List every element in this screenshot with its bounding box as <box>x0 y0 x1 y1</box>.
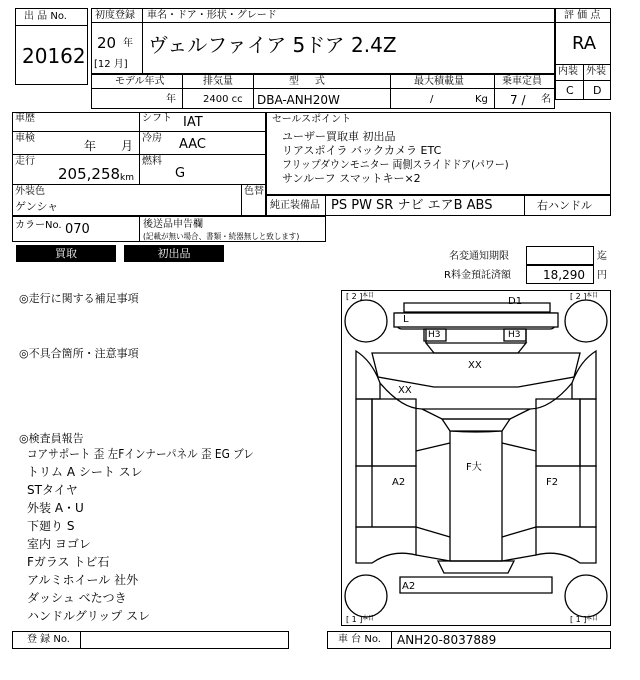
left-sliding-door <box>356 466 416 527</box>
handle-position: 右ハンドル <box>537 199 592 212</box>
inspector-line: STタイヤ <box>27 483 78 497</box>
inspector-line: 室内 ヨゴレ <box>27 537 91 551</box>
chassis-number-value: ANH20-8037889 <box>397 633 497 647</box>
damage-mark-l: L <box>403 314 409 325</box>
max-load-slash: / <box>430 94 434 105</box>
name-change-field <box>526 246 594 265</box>
shift-label: シフト <box>142 113 172 124</box>
equipment-label: 純正装備品 <box>270 200 320 211</box>
inspector-line: 外装 A・U <box>27 501 84 515</box>
name-change-unit: 迄 <box>597 251 607 262</box>
damage-mark-a2-bottom: A2 <box>402 581 416 592</box>
inspection-year: 年 <box>84 139 97 153</box>
damage-mark-f2-right: F2 <box>546 477 559 488</box>
damage-mark-xx-left: XX <box>398 385 412 396</box>
recycle-value: 18,290 <box>543 268 585 282</box>
color-change-label: 色替 <box>244 186 264 197</box>
interior-label: 内装 <box>558 66 578 77</box>
corner-label-bottom-left: [ 1 ] <box>346 615 363 624</box>
overall-score: RA <box>572 33 597 54</box>
left-rear-quarter <box>356 527 416 563</box>
car-damage-diagram <box>341 290 611 626</box>
damage-mark-h3-left: H3 <box>428 330 441 340</box>
roof-outline <box>450 431 502 561</box>
first-registration-label: 初度登録 <box>95 10 135 21</box>
inspector-line: アルミホイール 社外 <box>27 573 139 587</box>
displacement-value: 2400 cc <box>203 94 243 105</box>
model-year-label: モデル年式 <box>115 76 165 87</box>
sales-point-line: ユーザー買取車 初出品 <box>282 130 396 143</box>
fuel-value: G <box>175 166 186 181</box>
chassis-number-label: 車 台 No. <box>338 634 381 645</box>
damage-mark-d1: D1 <box>508 296 523 307</box>
corner-note: 本目 <box>586 615 599 622</box>
inspector-report-heading: ◎検査員報告 <box>19 432 84 445</box>
doc-note: (記載が無い場合、書類・続器無しと致します) <box>143 232 300 241</box>
damage-mark-xx-hood: XX <box>468 360 482 371</box>
recycle-label: R料金預託済額 <box>444 270 511 281</box>
capacity-label: 乗車定員 <box>502 76 542 87</box>
registration-month: [12 月] <box>94 59 128 70</box>
exterior-color-value: ゲンシャ <box>15 200 59 213</box>
ac-value: AAC <box>179 137 206 152</box>
type-label: 型 式 <box>289 76 325 87</box>
model-year-unit: 年 <box>166 94 176 105</box>
exterior-label: 外装 <box>586 66 606 77</box>
inspection-label: 車検 <box>15 133 35 144</box>
damage-mark-f-large: F大 <box>466 462 482 473</box>
sales-points-label: セールスポイント <box>272 114 352 125</box>
shift-value: IAT <box>183 115 203 130</box>
registration-number-label: 登 録 No. <box>27 634 70 645</box>
exterior-color-label: 外装色 <box>15 186 45 197</box>
sales-point-line: リアスポイラ バックカメラ ETC <box>282 144 442 157</box>
registration-year: 20 <box>97 34 117 52</box>
history-label: 車歴 <box>15 113 35 124</box>
ac-label: 冷房 <box>142 133 162 144</box>
corner-note: 本目 <box>586 292 599 299</box>
right-front-door <box>580 399 596 466</box>
inspector-line: トリム A シート スレ <box>27 465 143 479</box>
corner-label-bottom-right: [ 1 ] <box>570 615 587 624</box>
first-listing-tag: 初出品 <box>124 245 224 262</box>
car-outline <box>342 291 610 625</box>
mileage-value: 205,258 <box>58 165 121 183</box>
doc-label: 後送品申告欄 <box>143 219 203 230</box>
rear-bumper-outline <box>400 577 552 593</box>
damage-mark-h3-right: H3 <box>508 330 521 340</box>
right-rear-quarter <box>536 527 596 563</box>
driving-notes-heading: ◎走行に関する補足事項 <box>19 292 139 305</box>
corner-note: 本目 <box>362 615 375 622</box>
wheel-front-right <box>565 300 607 342</box>
left-front-fender <box>356 351 380 399</box>
exterior-grade: D <box>593 84 602 97</box>
interior-grade: C <box>566 84 574 97</box>
left-front-door <box>356 399 372 466</box>
corner-note: 本目 <box>362 292 375 299</box>
mileage-label: 走行 <box>15 156 35 167</box>
color-no-label: カラーNo. <box>15 220 62 231</box>
car-name: ヴェルファイア 5ドア 2.4Z <box>148 33 397 57</box>
inspector-line: コアサポート 歪 左Fインナーパネル 歪 EG ブレ <box>27 447 254 461</box>
defects-heading: ◎不具合箇所・注意事項 <box>19 347 139 360</box>
equipment-value: PS PW SR ナビ エアB ABS <box>331 198 493 213</box>
wheel-front-left <box>345 300 387 342</box>
lot-label: 出 品 No. <box>24 11 67 22</box>
corner-label-top-left: [ 2 ] <box>346 292 363 301</box>
type-value: DBA-ANH20W <box>257 93 340 107</box>
mileage-unit: km <box>120 173 134 183</box>
inspection-month: 月 <box>121 139 134 153</box>
inspector-line: ハンドルグリップ スレ <box>27 609 151 623</box>
capacity-value: 7 / <box>510 93 526 107</box>
right-front-fender <box>572 351 596 399</box>
fuel-label: 燃料 <box>142 156 162 167</box>
front-bumper-outline <box>404 303 550 312</box>
car-name-label: 車名・ドア・形状・グレード <box>147 10 277 21</box>
damage-mark-a2-left: A2 <box>392 477 406 488</box>
score-label: 評 価 点 <box>564 10 601 21</box>
lot-number: 20162 <box>22 44 86 68</box>
capacity-unit: 名 <box>541 94 551 105</box>
inspector-line: ダッシュ べたつき <box>27 591 127 605</box>
corner-label-top-right: [ 2 ] <box>570 292 587 301</box>
sales-point-line: サンルーフ スマットキー×2 <box>282 172 421 185</box>
inspector-line: Fガラス トビ石 <box>27 555 110 569</box>
wheel-rear-right <box>565 575 607 617</box>
recycle-unit: 円 <box>597 270 607 281</box>
color-no-value: 070 <box>65 222 90 237</box>
max-load-label: 最大積載量 <box>414 76 464 87</box>
displacement-label: 排気量 <box>203 76 233 87</box>
name-change-label: 名変通知期限 <box>449 251 509 262</box>
wheel-rear-left <box>345 575 387 617</box>
inspector-line: 下廻り S <box>27 519 75 533</box>
year-unit: 年 <box>123 38 133 49</box>
max-load-unit: Kg <box>475 94 488 105</box>
sales-point-line: フリップダウンモニター 両側スライドドア(パワー) <box>282 158 509 171</box>
buy-tag: 買取 <box>16 245 116 262</box>
right-sliding-door <box>536 466 596 527</box>
